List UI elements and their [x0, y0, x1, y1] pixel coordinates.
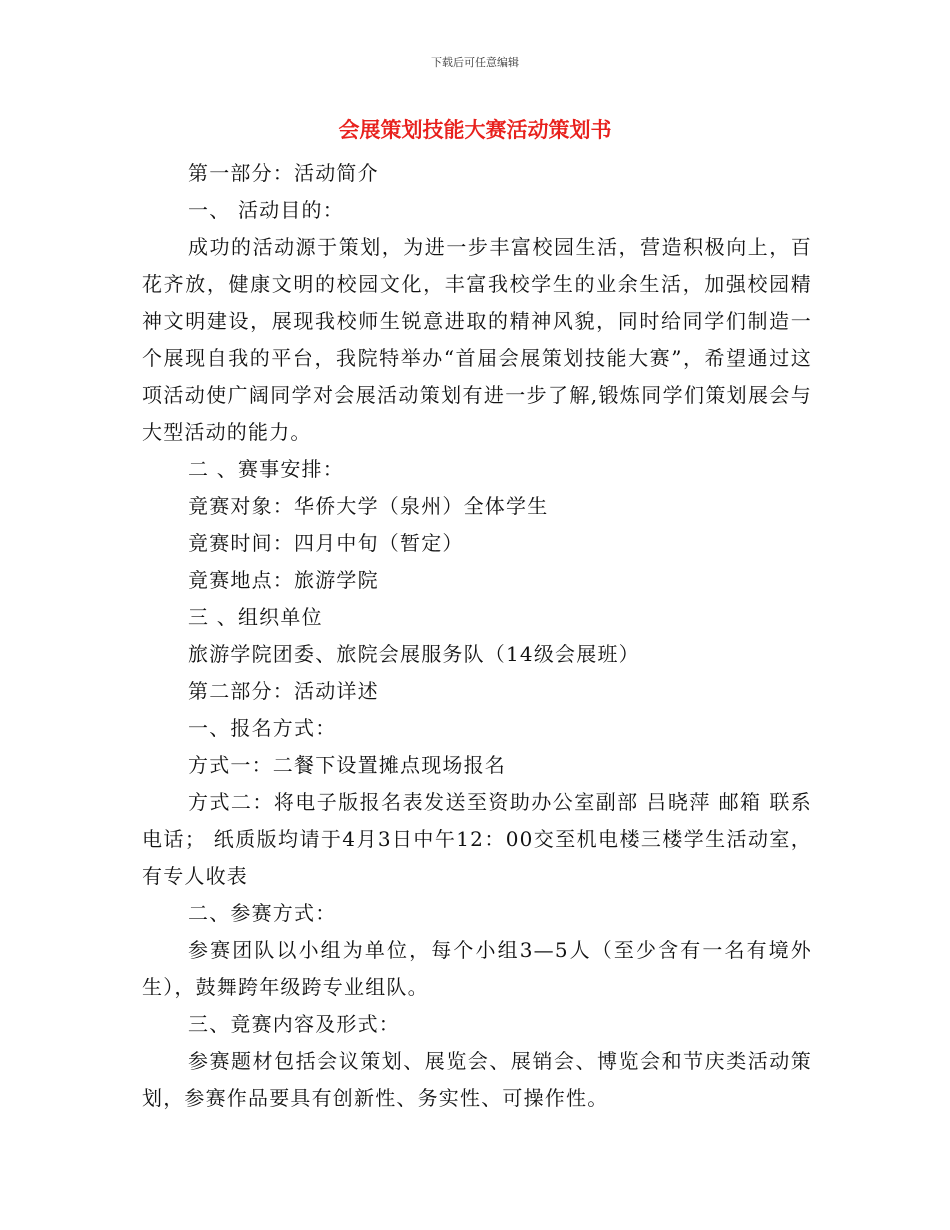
subheading-registration: 一、报名方式： — [188, 716, 337, 740]
paragraph-method-two: 方式二：将电子版报名表发送至资助办公室副部 吕晓萍 邮箱 联系电话； 纸质版均请于4月3日中午12：00交至机电楼三楼学生活动室，有专人收表 — [142, 790, 812, 888]
section-heading-part-two: 第二部分：活动详述 — [188, 679, 379, 703]
line-time: 竟赛时间：四月中旬（暂定） — [188, 531, 464, 555]
subheading-participation: 二、参赛方式： — [188, 901, 337, 925]
header-note: 下载后可任意编辑 — [431, 56, 519, 69]
subheading-purpose: 一、 活动目的： — [188, 198, 344, 222]
document-body — [142, 155, 812, 1117]
subheading-schedule: 二 、赛事安排： — [188, 457, 344, 481]
line-method-one: 方式一：二餐下设置摊点现场报名 — [188, 753, 506, 777]
section-heading-part-one: 第一部分：活动简介 — [188, 161, 379, 185]
paragraph-content: 参赛题材包括会议策划、展览会、展销会、博览会和节庆类活动策划，参赛作品要具有创新性、务实性、可操作性。 — [142, 1049, 812, 1110]
paragraph-purpose: 成功的活动源于策划，为进一步丰富校园生活，营造积极向上，百花齐放，健康文明的校园文化，丰富我校学生的业余生活，加强校园精神文明建设，展现我校师生锐意进取的精神风貌，同时给同学们制造一个展现自我的平台，我院特举办“首届会展策划技能大赛”，希望通过这项活动使广阔同学对会展活动策划有进一步了解,锻炼同学们策划展会与大型活动的能力。 — [142, 235, 812, 444]
line-participants: 竟赛对象：华侨大学（泉州）全体学生 — [188, 494, 549, 518]
subheading-organizer: 三 、组织单位 — [188, 605, 323, 629]
paragraph-participation: 参赛团队以小组为单位，每个小组3—5人（至少含有一名有境外生），鼓舞跨年级跨专业组队。 — [142, 938, 812, 999]
line-organizer: 旅游学院团委、旅院会展服务队（14级会展班） — [188, 642, 640, 666]
subheading-content: 三、竟赛内容及形式： — [188, 1012, 400, 1036]
line-location: 竟赛地点：旅游学院 — [188, 568, 379, 592]
document-title: 会展策划技能大赛活动策划书 — [338, 118, 612, 142]
